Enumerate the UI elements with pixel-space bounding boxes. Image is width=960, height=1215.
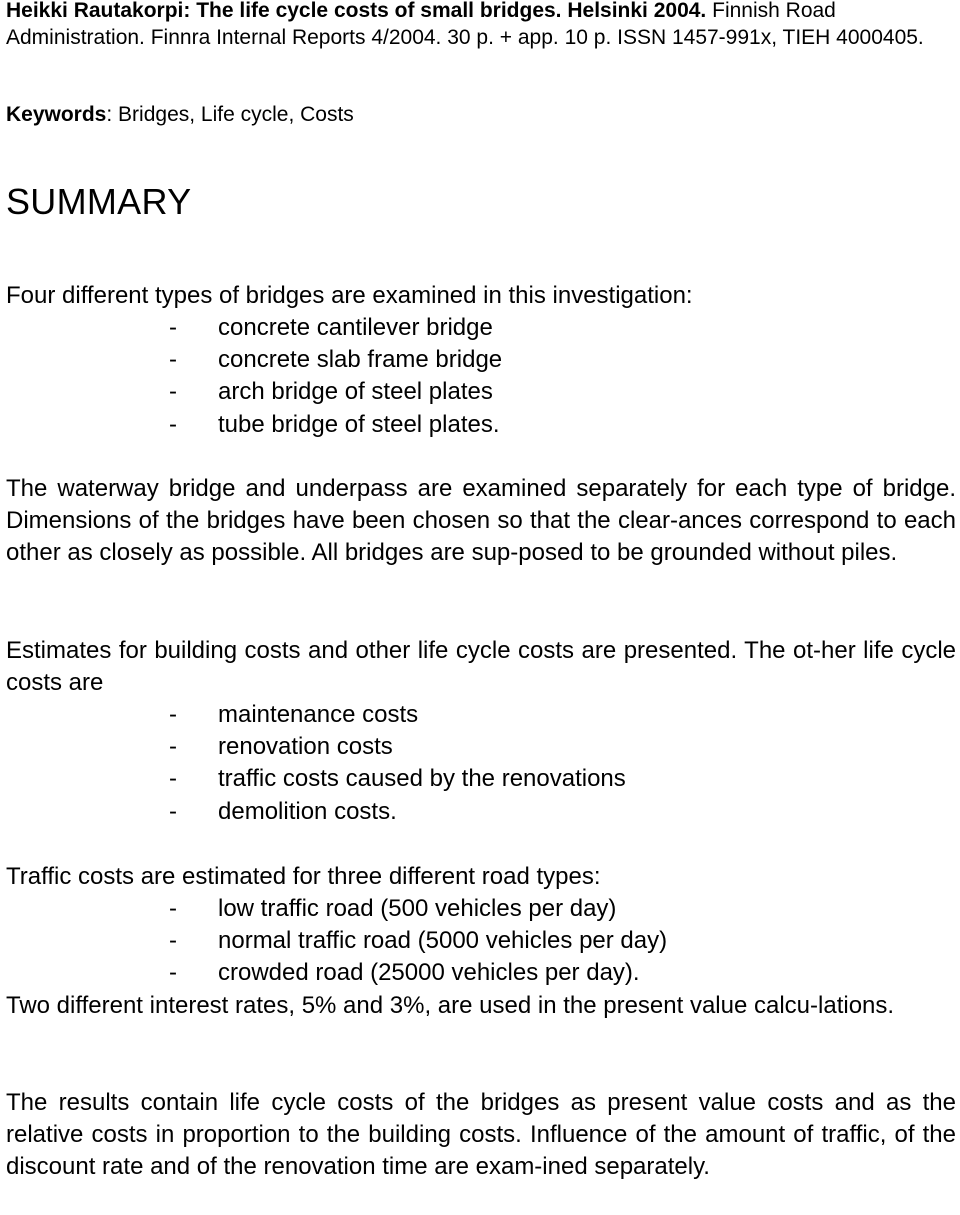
list-item: - crowded road (25000 vehicles per day). xyxy=(169,959,640,987)
author-title: Heikki Rautakorpi: The life cycle costs of small bridges. Helsinki 2004. xyxy=(6,0,707,22)
intro-paragraph: Four different types of bridges are examined in this investigation: xyxy=(6,282,693,309)
other-costs-list xyxy=(6,699,956,828)
list-item: - maintenance costs xyxy=(169,701,419,728)
keywords-line xyxy=(6,101,354,128)
publication-details: Finnish Road Administration. Finnra Internal Reports 4/2004. 30 p. + app. 10 p. ISSN 1457-991x, TIEH 4000405. xyxy=(6,0,924,49)
list-item: - traffic costs caused by the renovations xyxy=(169,765,626,793)
keywords-label: Keywords xyxy=(6,103,107,126)
keywords-value: : Bridges, Life cycle, Costs xyxy=(106,103,354,126)
waterway-paragraph: The waterway bridge and underpass are examined separately for each type of bridge. Dimensions of the bridges have been chosen so that the clear-ances correspond to each other as closely as possible. All bridges are sup-posed to be grounded without piles. xyxy=(6,475,956,567)
bibliographic-reference xyxy=(6,0,956,51)
bridge-types-list xyxy=(6,312,956,441)
list-item: - renovation costs xyxy=(169,733,393,761)
list-item: - concrete cantilever bridge xyxy=(169,314,493,341)
summary-heading: SUMMARY xyxy=(6,181,192,222)
list-item: - tube bridge of steel plates. xyxy=(169,410,500,438)
list-item: - low traffic road (500 vehicles per day) xyxy=(169,895,617,922)
results-paragraph: The results contain life cycle costs of the bridges as present value costs and as the relative costs in proportion to the building costs. Influence of the amount of traffic, of the discount rate and of the renovation time are exam-ined separately. xyxy=(6,1089,956,1181)
road-types-list xyxy=(6,893,956,990)
list-item: - concrete slab frame bridge xyxy=(169,346,503,374)
traffic-paragraph: Traffic costs are estimated for three different road types: xyxy=(6,863,601,890)
estimates-paragraph: Estimates for building costs and other life cycle costs are presented. The ot-her life cycle costs are xyxy=(6,637,956,697)
list-item: - demolition costs. xyxy=(169,797,397,825)
interest-paragraph: Two different interest rates, 5% and 3%, are used in the present value calcu-lations. xyxy=(6,992,895,1019)
list-item: - arch bridge of steel plates xyxy=(169,378,493,406)
list-item: - normal traffic road (5000 vehicles per day) xyxy=(169,927,668,955)
